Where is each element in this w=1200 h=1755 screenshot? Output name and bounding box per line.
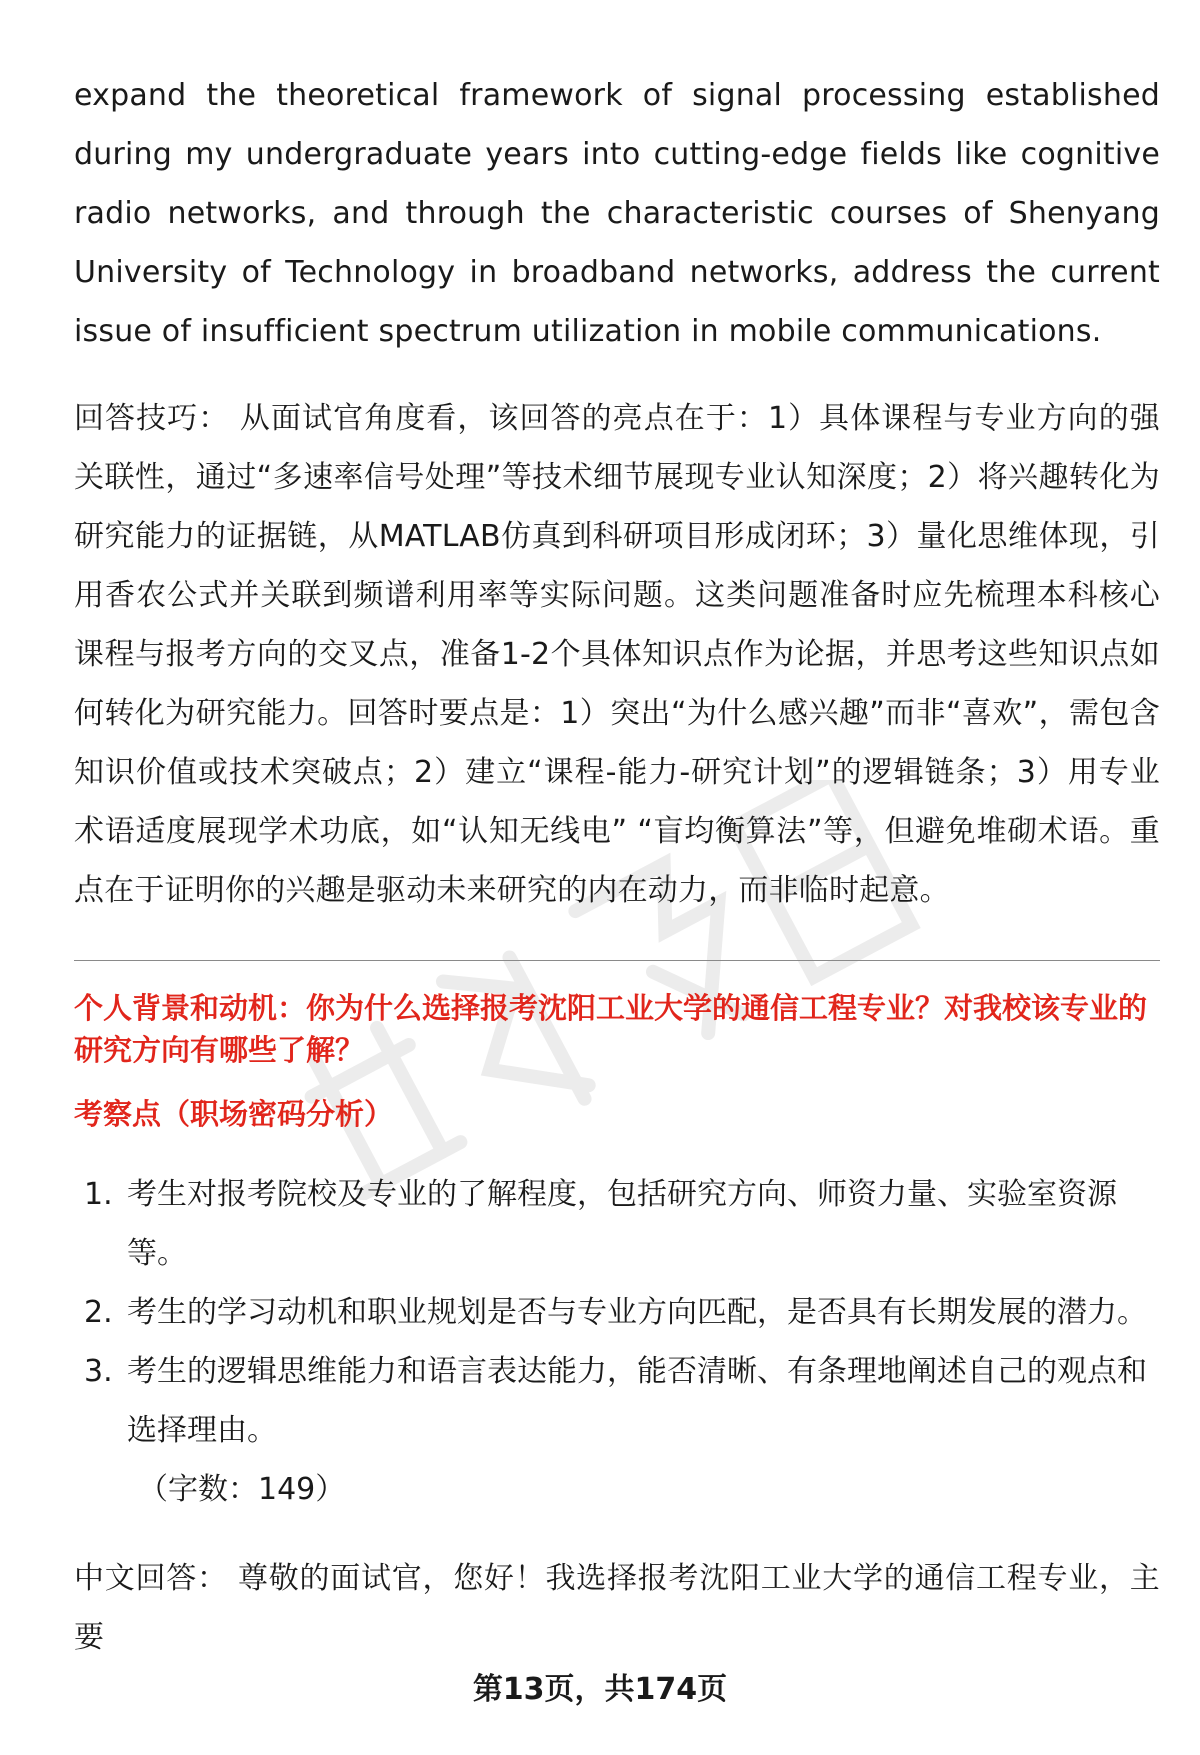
interview-question: 个人背景和动机：你为什么选择报考沈阳工业大学的通信工程专业？对我校该专业的研究方向有哪些了解？ [74, 991, 1148, 1067]
list-item [74, 1342, 1160, 1460]
list-item [74, 1165, 1160, 1283]
assessment-points-heading: 考察点（职场密码分析） [74, 1097, 394, 1131]
answer-tips-paragraph: 回答技巧： 从面试官角度看，该回答的亮点在于：1）具体课程与专业方向的强关联性，通过“多速率信号处理”等技术细节展现专业认知深度；2）将兴趣转化为研究能力的证据链，从MATLAB仿真到科研项目形成闭环；3）量化思维体现，引用香农公式并关联到频谱利用率等实际问题。这类问题准备时应先梳理本科核心课程与报考方向的交叉点，准备1-2个具体知识点作为论据，并思考这些知识点如何转化为研究能力。回答时要点是：1）突出“为什么感兴趣”而非“喜欢”，需包含知识价值或技术突破点；2）建立“课程-能力-研究计划”的逻辑链条；3）用专业术语适度展现学术功底，如“认知无线电” “盲均衡算法”等，但避免堆砌术语。重点在于证明你的兴趣是驱动未来研究的内在动力，而非临时起意。 [74, 401, 1160, 908]
list-item-text: 考生对报考院校及专业的了解程度，包括研究方向、师资力量、实验室资源等。 [127, 1177, 1117, 1271]
page-content [74, 66, 1160, 1695]
assessment-points-list [74, 1165, 1160, 1460]
list-item-number: 2. [84, 1295, 113, 1330]
english-answer-continuation: expand the theoretical framework of signal processing established during my undergraduate years into cutting-edge fields like cognitive radio networks, and through the characteristic courses of Shenyang University of Technology in broadband networks, address the current issue of insufficient spectrum utilization in mobile communications. [74, 78, 1160, 349]
list-item [74, 1283, 1160, 1342]
chinese-answer-paragraph: 中文回答： 尊敬的面试官，您好！我选择报考沈阳工业大学的通信工程专业，主要 [74, 1561, 1160, 1655]
list-item-number: 1. [84, 1177, 113, 1212]
list-item-text: 考生的学习动机和职业规划是否与专业方向匹配，是否具有长期发展的潜力。 [127, 1295, 1147, 1330]
list-item-text: 考生的逻辑思维能力和语言表达能力，能否清晰、有条理地阐述自己的观点和选择理由。 [127, 1354, 1147, 1448]
page-number-footer: 第13页，共174页 [472, 1672, 728, 1707]
section-divider [74, 960, 1160, 961]
list-item-number: 3. [84, 1354, 113, 1389]
word-count: （字数：149） [138, 1472, 346, 1507]
